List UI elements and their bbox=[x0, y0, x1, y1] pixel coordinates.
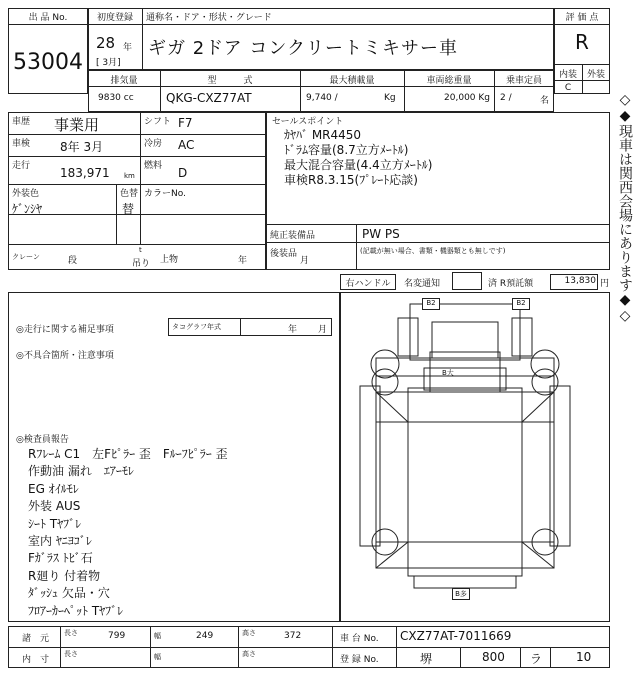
report-line: 外装 AUS bbox=[28, 499, 81, 514]
interior-label: 内装 bbox=[558, 70, 577, 80]
reg-area: 堺 bbox=[420, 652, 433, 666]
report-line: ｼｰﾄ Tﾔﾌﾞﾚ bbox=[28, 516, 82, 531]
shift-value: F7 bbox=[178, 116, 193, 130]
grade-label: 評 価 点 bbox=[565, 13, 599, 23]
sales-line: ﾄﾞﾗﾑ容量(8.7立方ﾒｰﾄﾙ) bbox=[284, 143, 409, 157]
gross-weight-label: 車両総重量 bbox=[426, 76, 472, 86]
report-line: R廻り 付着物 bbox=[28, 568, 101, 583]
rear-bumper bbox=[414, 576, 516, 588]
inspector-report bbox=[28, 446, 228, 620]
model-value: QKG-CXZ77AT bbox=[166, 91, 252, 105]
max-load-value: 9,740 / bbox=[306, 93, 338, 103]
length-value: 799 bbox=[108, 631, 126, 641]
capacity-label: 乗車定員 bbox=[505, 76, 542, 86]
roof bbox=[424, 368, 506, 390]
lot-number: 53004 bbox=[13, 50, 83, 75]
interior-grade: C bbox=[564, 83, 572, 93]
first-reg-label: 初度登録 bbox=[96, 13, 133, 23]
inspection-value: 8年 3月 bbox=[60, 140, 104, 154]
odo-change-box bbox=[452, 272, 482, 290]
ac-label: 冷房 bbox=[144, 139, 163, 149]
fuel-label: 燃料 bbox=[144, 161, 163, 171]
color-change-label: 色替 bbox=[120, 189, 139, 199]
first-reg-year: 28 bbox=[96, 34, 116, 52]
width-value: 249 bbox=[196, 631, 214, 641]
mixer-body bbox=[408, 388, 522, 576]
mark-b-many: B多 bbox=[452, 588, 470, 600]
color-no-label: カラーNo. bbox=[144, 189, 186, 199]
title-label: 通称名・ドア・形状・グレード bbox=[146, 13, 272, 23]
mount-year: 年 bbox=[238, 256, 248, 266]
chassis-label: 車 台 No. bbox=[340, 634, 379, 644]
report-line: ﾌﾛｱｰｶｰﾍﾟｯﾄ Tﾔﾌﾞﾚ bbox=[28, 603, 124, 618]
aftermarket-label: 後装品 bbox=[270, 249, 298, 259]
inspection-label: 車検 bbox=[12, 139, 31, 149]
max-load-unit: Kg bbox=[384, 93, 396, 103]
right-mirror bbox=[512, 318, 532, 356]
genuine-value: PW PS bbox=[362, 227, 400, 241]
first-reg-month: [ 3月] bbox=[96, 58, 121, 68]
crane-stage: 段 bbox=[68, 256, 78, 266]
fuel-value: D bbox=[178, 166, 188, 180]
gross-weight-value: 20,000 Kg bbox=[444, 93, 490, 103]
ac-value: AC bbox=[178, 138, 195, 152]
crane-label: クレーン bbox=[12, 253, 40, 261]
inspector-label: ◎検査員報告 bbox=[16, 435, 69, 445]
report-line: 室内 ﾔﾆﾖｺﾞﾚ bbox=[28, 534, 92, 549]
sales-line: 車検R8.3.15(ﾌﾟﾚｰﾄ応談) bbox=[284, 173, 418, 187]
tacho-year: 年 bbox=[288, 325, 298, 335]
reg-label: 登 録 No. bbox=[340, 655, 379, 665]
ext-color-value: ｹﾞﾝｼﾔ bbox=[12, 202, 43, 216]
model-label: 型 式 bbox=[207, 76, 253, 86]
max-load-label: 最大積載量 bbox=[329, 76, 375, 86]
recycle-amount: 13,830 bbox=[564, 276, 596, 286]
grade-value: R bbox=[575, 30, 589, 54]
aftermarket-note: (記載が無い場合、書類・機器類とも無しです) bbox=[360, 247, 506, 255]
displacement-value: 9830 cc bbox=[98, 93, 134, 103]
sales-line: ｶﾔﾊﾞ MR4450 bbox=[284, 128, 362, 142]
defects-label: ◎不具合箇所・注意事項 bbox=[16, 351, 114, 361]
report-line: Fｶﾞﾗｽ ﾄﾋﾞ石 bbox=[28, 551, 93, 566]
genuine-label: 純正装備品 bbox=[270, 231, 316, 241]
history-label: 車歴 bbox=[12, 117, 31, 127]
inner-length-label: 長さ bbox=[64, 650, 78, 658]
displacement-label: 排気量 bbox=[110, 76, 138, 86]
mount-month: 月 bbox=[300, 256, 310, 266]
right-side bbox=[550, 386, 570, 546]
crane-ton: t bbox=[139, 246, 142, 254]
report-line: Rﾌﾚｰﾑ C1 左Fﾋﾟﾗｰ 歪 Fﾙｰﾌﾋﾟﾗｰ 歪 bbox=[28, 447, 228, 461]
sales-points-label: セールスポイント bbox=[272, 117, 344, 127]
reg-number: 10 bbox=[576, 650, 592, 664]
year-unit: 年 bbox=[123, 43, 133, 53]
inner-width-label: 幅 bbox=[154, 653, 161, 661]
mileage-unit: km bbox=[124, 172, 135, 180]
color-change-value: 替 bbox=[122, 202, 135, 216]
report-line: EG ｵｲﾙﾓﾚ bbox=[28, 481, 79, 496]
side-banner: ◇◆現車は関西会場にあります◆◇ bbox=[617, 92, 633, 324]
capacity-value: 2 / bbox=[500, 93, 512, 103]
mark-b2-right: B2 bbox=[512, 298, 530, 310]
cab-body bbox=[376, 358, 554, 392]
reg-kana: ラ bbox=[530, 652, 543, 666]
height-value: 372 bbox=[284, 631, 302, 641]
mount-label: 上物 bbox=[160, 255, 179, 265]
vehicle-title: ギガ 2ドア コンクリートミキサー車 bbox=[148, 38, 458, 59]
odo-change-label: 名変通知 bbox=[404, 279, 441, 289]
shift-label: シフト bbox=[144, 117, 172, 127]
exterior-label: 外装 bbox=[586, 70, 605, 80]
lot-label: 出 品 No. bbox=[28, 13, 68, 23]
left-mirror bbox=[398, 318, 418, 356]
width-label: 幅 bbox=[154, 632, 161, 640]
left-side bbox=[360, 386, 380, 546]
report-line: 作動油 漏れ ｴｱｰﾓﾚ bbox=[28, 464, 134, 479]
length-label: 長さ bbox=[64, 629, 78, 637]
truck-diagram bbox=[340, 292, 610, 622]
crane-hang: 吊り bbox=[132, 259, 151, 269]
driving-notes-label: ◎走行に関する補足事項 bbox=[16, 325, 114, 335]
dims-label: 諸 元 bbox=[22, 634, 50, 644]
mark-b2-left: B2 bbox=[422, 298, 440, 310]
mileage-value: 183,971 bbox=[60, 166, 110, 180]
inner-height-label: 高さ bbox=[242, 650, 256, 658]
report-line: ﾀﾞｯｼｭ 欠品・穴 bbox=[28, 586, 110, 601]
height-label: 高さ bbox=[242, 629, 256, 637]
tacho-month: 月 bbox=[318, 325, 328, 335]
mileage-label: 走行 bbox=[12, 161, 31, 171]
reg-class: 800 bbox=[482, 650, 505, 664]
inner-dims-label: 内 寸 bbox=[22, 655, 50, 665]
capacity-unit: 名 bbox=[540, 96, 550, 106]
ext-color-label: 外装色 bbox=[12, 189, 40, 199]
rhd-label: 右ハンドル bbox=[345, 279, 391, 289]
chassis-value: CXZ77AT-7011669 bbox=[400, 629, 512, 643]
tacho-label: タコグラフ年式 bbox=[172, 323, 221, 331]
sales-line: 最大混合容量(4.4立方ﾒｰﾄﾙ) bbox=[284, 158, 433, 172]
yen-label: 円 bbox=[600, 279, 610, 289]
sales-points-lines bbox=[284, 128, 432, 188]
mark-b-large: B大 bbox=[442, 369, 454, 377]
recycle-label: 済 R預託額 bbox=[488, 279, 534, 289]
history-value: 事業用 bbox=[54, 116, 100, 134]
windshield bbox=[432, 322, 498, 358]
